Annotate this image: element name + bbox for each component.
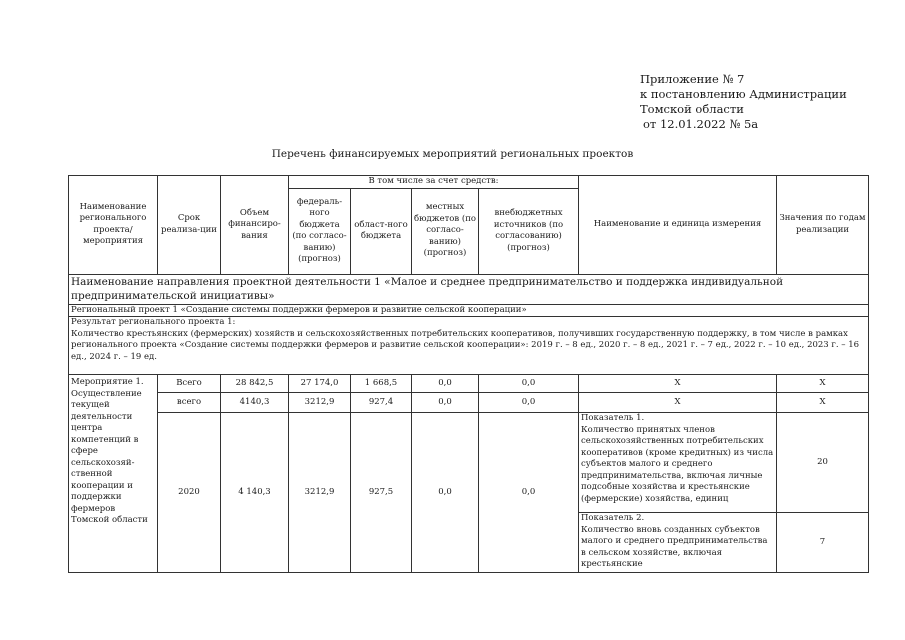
cell-volume: 4140,3 — [221, 393, 289, 413]
result-row — [69, 317, 869, 375]
cell-indicator: Х — [579, 393, 777, 413]
header-indicator: Наименование и единица измерения — [579, 176, 777, 275]
cell-federal: 27 174,0 — [289, 375, 351, 393]
cell-term: всего — [158, 393, 221, 413]
appendix-line-4: от 12.01.2022 № 5а — [643, 117, 759, 131]
table-row — [69, 413, 869, 513]
cell-indicator: Х — [579, 375, 777, 393]
cell-regional: 1 668,5 — [351, 375, 412, 393]
cell-term: 2020 — [158, 413, 221, 573]
project-row — [69, 304, 869, 317]
cell-offbudget: 0,0 — [479, 393, 579, 413]
cell-federal: 3212,9 — [289, 413, 351, 573]
header-federal: федераль-ного бюджета (по согласо-ванию) (прогноз) — [289, 188, 351, 274]
appendix-line-1: Приложение № 7 — [640, 72, 745, 86]
header-local: местных бюджетов (по согласо-ванию) (прогноз) — [412, 188, 479, 274]
result-title: Результат регионального проекта 1: — [71, 317, 236, 327]
table-row — [69, 393, 869, 413]
cell-local: 0,0 — [412, 393, 479, 413]
header-name: Наименование регионального проекта/ мероприятия — [69, 176, 158, 275]
projects-table — [68, 175, 869, 573]
cell-regional: 927,4 — [351, 393, 412, 413]
cell-regional: 927,5 — [351, 413, 412, 573]
project-text: Региональный проект 1 «Создание системы поддержки фермеров и развитие сельской кооперации» — [69, 304, 869, 317]
cell-term: Всего — [158, 375, 221, 393]
document-title: Перечень финансируемых мероприятий региональных проектов — [271, 148, 634, 160]
header-offbudget: внебюджетных источников (по согласованию) (прогноз) — [479, 188, 579, 274]
cell-volume: 28 842,5 — [221, 375, 289, 393]
header-including: В том числе за счет средств: — [289, 176, 579, 189]
indicator-1-title: Показатель 1. — [581, 413, 645, 423]
header-term: Срок реализа-ции — [158, 176, 221, 275]
cell-local: 0,0 — [412, 375, 479, 393]
indicator-1-text: Количество принятых членов сельскохозяйственных потребительских кооперативов (кроме кредитных) из числа субъектов малого и среднего предпринимательства, включая личные подсобные хозяйства и крестьянские (фермерские) хозяйства, единиц — [581, 424, 774, 504]
cell-volume: 4 140,3 — [221, 413, 289, 573]
result-text: Количество крестьянских (фермерских) хозяйств и сельскохозяйственных потребительских кооперативов, получивших государственную поддержку, в том числе в рамках регионального проекта «Создание системы поддержки фермеров и развитие сельской кооперации»: 2019 г. – 8 ед., 2020 г. – 8 ед., 2021 г. – 7 ед., 2022 г. – 10 ед., 2023 г. – 16 ед., 2024 г. – 19 ед. — [71, 328, 860, 362]
appendix-line-2: к постановлению Администрации — [640, 87, 847, 101]
cell-federal: 3212,9 — [289, 393, 351, 413]
header-row-top — [69, 176, 869, 189]
header-regional: област-ного бюджета — [351, 188, 412, 274]
appendix-block — [640, 72, 880, 132]
cell-local: 0,0 — [412, 413, 479, 573]
header-values: Значения по годам реализации — [777, 176, 869, 275]
indicator-2-value: 7 — [777, 513, 869, 573]
cell-value: Х — [777, 393, 869, 413]
direction-text: Наименование направления проектной деятельности 1 «Малое и среднее предпринимательство и поддержка индивидуальной предпринимательской инициативы» — [69, 274, 869, 304]
direction-row — [69, 274, 869, 304]
event-name: Мероприятие 1. Осуществление текущей деятельности центра компетенций в сфере сельскохозяй-ственной кооперации и поддержки фермеров Томской области — [69, 375, 158, 573]
appendix-line-3: Томской области — [640, 102, 744, 116]
header-volume: Объем финансиро-вания — [221, 176, 289, 275]
cell-value: Х — [777, 375, 869, 393]
cell-offbudget: 0,0 — [479, 413, 579, 573]
indicator-2-text: Количество вновь созданных субъектов малого и среднего предпринимательства в сельском хозяйстве, включая крестьянские — [581, 524, 768, 569]
indicator-1-value: 20 — [777, 413, 869, 513]
table-row — [69, 375, 869, 393]
indicator-2-title: Показатель 2. — [581, 513, 645, 523]
cell-offbudget: 0,0 — [479, 375, 579, 393]
